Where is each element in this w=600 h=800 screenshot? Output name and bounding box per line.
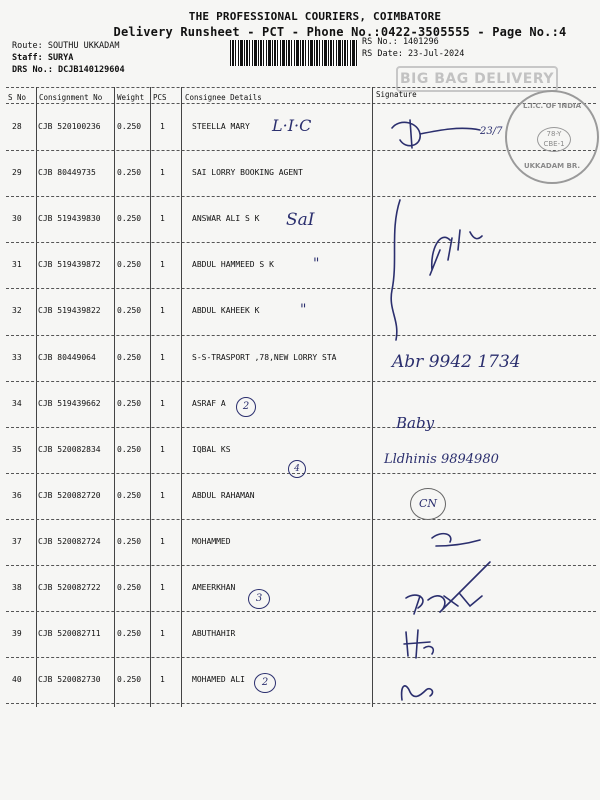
column-divider xyxy=(114,87,115,707)
pcs-cell: 1 xyxy=(160,122,165,131)
weight-cell: 0.250 xyxy=(117,398,142,408)
col-header-consignment: Consignment No xyxy=(39,93,103,102)
column-divider xyxy=(181,87,182,707)
pcs-cell: 1 xyxy=(160,583,165,592)
signature-28 xyxy=(392,120,480,148)
consignee-cell: ANSWAR ALI S K xyxy=(192,214,260,224)
pcs-cell: 1 xyxy=(160,536,165,546)
consignee-cell: ABUTHAHIR xyxy=(192,629,236,639)
signature-37 xyxy=(432,534,480,546)
sno-cell: 36 xyxy=(12,490,22,500)
weight-cell: 0.250 xyxy=(117,444,142,454)
round-stamp-top: L.I.C. OF INDIA xyxy=(522,102,582,110)
pcs-cell: 1 xyxy=(160,214,165,224)
col-header-consignee: Consignee Details xyxy=(185,93,262,102)
weight-cell: 0.250 xyxy=(117,260,142,270)
circled-number xyxy=(236,397,256,417)
handwritten-sai: SaI xyxy=(286,210,315,230)
drs-number: DRS No.: DCJB140129604 xyxy=(12,65,125,75)
consignee-cell: IQBAL KS xyxy=(192,444,231,454)
col-header-sno: S No xyxy=(8,93,27,102)
pcs-cell: 1 xyxy=(160,444,165,454)
consignment-cell: CJB 520082834 xyxy=(38,444,101,454)
pcs-cell: 1 xyxy=(160,490,165,500)
consignment-cell: CJB 80449064 xyxy=(38,352,96,362)
consignment-cell: CJB 520082711 xyxy=(38,629,101,639)
circled-number-text: 4 xyxy=(294,464,300,474)
sno-cell: 30 xyxy=(12,214,22,224)
circled-number-text: 2 xyxy=(261,677,269,688)
weight-cell: 0.250 xyxy=(117,352,142,362)
circled-number-text: 2 xyxy=(242,401,250,412)
consignee-cell: ASRAF A xyxy=(192,398,226,408)
sno-cell: 34 xyxy=(12,398,22,408)
sno-cell: 39 xyxy=(12,629,22,639)
weight-cell: 0.250 xyxy=(117,536,142,546)
signature-strokes xyxy=(370,100,600,720)
staff-label: Staff: SURYA xyxy=(12,53,74,63)
pcs-cell: 1 xyxy=(160,629,165,639)
consignee-cell: MOHAMED ALI xyxy=(192,675,245,685)
weight-cell: 0.250 xyxy=(117,583,142,592)
consignment-cell: CJB 519439822 xyxy=(38,306,101,316)
barcode xyxy=(230,40,358,66)
circled-number xyxy=(248,589,270,609)
pcs-cell: 1 xyxy=(160,306,165,316)
consignment-cell: CJB 520082720 xyxy=(38,490,101,500)
consignment-cell: CJB 520082724 xyxy=(38,536,101,546)
col-header-signature: Signature xyxy=(376,90,417,99)
pcs-cell: 1 xyxy=(160,260,165,270)
sno-cell: 32 xyxy=(12,306,22,316)
consignment-cell: CJB 519439872 xyxy=(38,260,101,270)
round-stamp-bottom: UKKADAM BR. xyxy=(523,162,581,170)
sno-cell: 28 xyxy=(12,122,22,131)
circled-number xyxy=(288,460,306,478)
weight-cell: 0.250 xyxy=(117,214,142,224)
rs-number: RS No.: 1401296 xyxy=(362,37,439,47)
round-stamp-center: 78-Y CBE-1 xyxy=(537,127,571,152)
sno-cell: 29 xyxy=(12,168,22,178)
consignee-cell: STEELLA MARY xyxy=(192,122,250,131)
column-divider xyxy=(36,87,37,707)
lic-round-stamp xyxy=(505,90,599,184)
signature-40 xyxy=(402,686,433,700)
weight-cell: 0.250 xyxy=(117,122,142,131)
pcs-cell: 1 xyxy=(160,398,165,408)
handwritten-signature-34: Baby xyxy=(396,414,435,432)
signature-38 xyxy=(406,562,490,614)
consignee-cell: S-S-TRASPORT ,78,NEW LORRY STA xyxy=(192,352,337,362)
sno-cell: 37 xyxy=(12,536,22,546)
signature-39 xyxy=(404,630,433,658)
big-bag-delivery-stamp: BIG BAG DELIVERY xyxy=(396,66,558,92)
consignment-cell: CJB 520082730 xyxy=(38,675,101,685)
rs-date: RS Date: 23-Jul-2024 xyxy=(362,49,465,59)
weight-cell: 0.250 xyxy=(117,629,142,639)
sno-cell: 40 xyxy=(12,675,22,685)
consignee-cell: ABDUL HAMMEED S K xyxy=(192,260,274,270)
consignment-cell: CJB 519439830 xyxy=(38,214,101,224)
consignee-cell: SAI LORRY BOOKING AGENT xyxy=(192,168,303,178)
circled-number xyxy=(254,673,276,693)
handwritten-lic: L·I·C xyxy=(272,116,312,135)
handwritten-ditto: " xyxy=(313,256,320,272)
sno-cell: 31 xyxy=(12,260,22,270)
consignment-cell: CJB 80449735 xyxy=(38,168,96,178)
route-label: Route: SOUTHU UKKADAM xyxy=(12,41,120,51)
table-top-rule xyxy=(6,87,596,88)
weight-cell: 0.250 xyxy=(117,306,142,316)
handwritten-date: 23/7 xyxy=(480,126,503,137)
handwritten-signature-35: Lldhinis 9894980 xyxy=(384,452,499,467)
col-header-pcs: PCS xyxy=(153,93,167,102)
pcs-cell: 1 xyxy=(160,352,165,362)
weight-cell: 0.250 xyxy=(117,490,142,500)
sno-cell: 35 xyxy=(12,444,22,454)
handwritten-ditto: " xyxy=(300,302,307,318)
company-title: THE PROFESSIONAL COURIERS, COIMBATORE xyxy=(188,10,442,23)
consignment-cell: CJB 519439662 xyxy=(38,398,101,408)
pcs-cell: 1 xyxy=(160,675,165,685)
circled-number-text: 3 xyxy=(255,593,263,604)
weight-cell: 0.250 xyxy=(117,675,142,685)
column-divider xyxy=(150,87,151,707)
sno-cell: 38 xyxy=(12,583,22,592)
pcs-cell: 1 xyxy=(160,168,165,178)
consignment-cell: CJB 520082722 xyxy=(38,583,101,592)
consignee-cell: AMEERKHAN xyxy=(192,583,236,592)
handwritten-signature-33: Abr 9942 1734 xyxy=(392,352,521,372)
weight-cell: 0.250 xyxy=(117,168,142,178)
col-header-weight: Weight xyxy=(117,93,145,102)
consignee-cell: ABDUL RAHAMAN xyxy=(192,490,255,500)
consignee-cell: ABDUL KAHEEK K xyxy=(192,306,260,316)
signature-30-31 xyxy=(391,200,482,340)
consignment-cell: CJB 520100236 xyxy=(38,122,101,131)
sno-cell: 33 xyxy=(12,352,22,362)
runsheet-subtitle: Delivery Runsheet - PCT - Phone No.:0422-3505555 - Page No.:4 xyxy=(113,25,567,39)
circled-cn-text: CN xyxy=(418,497,438,510)
consignee-cell: MOHAMMED xyxy=(192,536,231,546)
